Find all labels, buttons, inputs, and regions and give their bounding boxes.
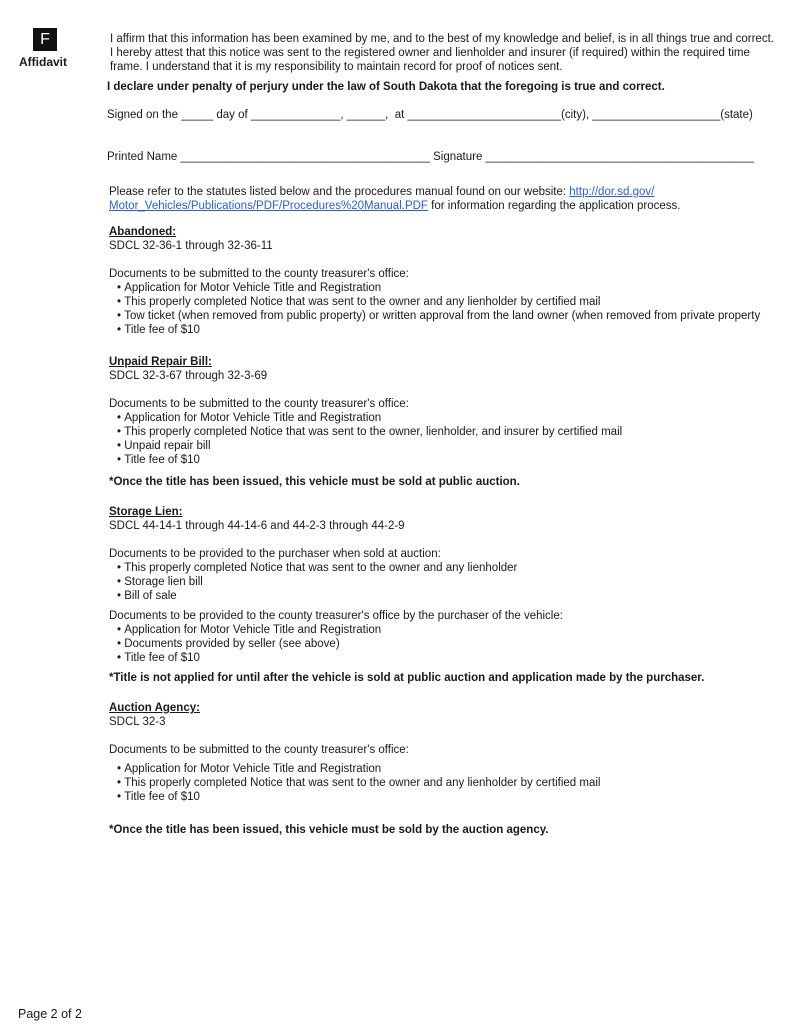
storage-section: [109, 505, 779, 603]
printed-name-signature-field[interactable]: Printed Name _______________________________________ Signature __________________________________________: [107, 151, 755, 163]
section-heading: Storage Lien:: [109, 506, 183, 518]
repair-section: [109, 355, 779, 467]
refer-paragraph: [109, 185, 779, 213]
list-item: • Application for Motor Vehicle Title and Registration: [109, 411, 779, 425]
abandoned-section: [109, 225, 779, 337]
statute-reference: SDCL 32-36-1 through 32-36-11: [109, 240, 273, 252]
website-link[interactable]: http://dor.sd.gov/: [569, 186, 655, 198]
affirm-line-2: I hereby attest that this notice was sent to the registered owner and lienholder and insurer (if required) within the required time: [110, 47, 750, 59]
storage-purchaser-docs: [109, 609, 779, 665]
section-letter-badge: F: [33, 28, 57, 51]
declaration-statement: I declare under penalty of perjury under the law of South Dakota that the foregoing is true and correct.: [107, 81, 665, 93]
signed-on-field[interactable]: Signed on the _____ day of ______________, ______, at ________________________(city), ____________________(state): [107, 109, 753, 121]
list-item: • Bill of sale: [109, 589, 779, 603]
list-item: • Unpaid repair bill: [109, 439, 779, 453]
list-item: • Storage lien bill: [109, 575, 779, 589]
page-number: Page 2 of 2: [18, 1007, 82, 1021]
list-item: • This properly completed Notice that was sent to the owner and any lienholder by certified mail: [109, 776, 779, 790]
list-item: • This properly completed Notice that was sent to the owner and any lienholder by certified mail: [109, 295, 779, 309]
repair-note: *Once the title has been issued, this vehicle must be sold at public auction.: [109, 476, 520, 488]
documents-intro: Documents to be provided to the county treasurer's office by the purchaser of the vehicle:: [109, 610, 563, 622]
list-item: • Title fee of $10: [109, 453, 779, 467]
statute-reference: SDCL 32-3-67 through 32-3-69: [109, 370, 268, 382]
statute-reference: SDCL 32-3: [109, 716, 166, 728]
list-item: • Documents provided by seller (see above): [109, 637, 779, 651]
procedures-manual-link[interactable]: Motor_Vehicles/Publications/PDF/Procedures%20Manual.PDF: [109, 200, 428, 212]
refer-text-2: for information regarding the application process.: [427, 200, 681, 212]
statute-reference: SDCL 44-14-1 through 44-14-6 and 44-2-3 through 44-2-9: [109, 520, 405, 532]
list-item: • Title fee of $10: [109, 790, 779, 804]
auction-note: *Once the title has been issued, this vehicle must be sold by the auction agency.: [109, 824, 549, 836]
section-heading: Auction Agency:: [109, 702, 200, 714]
documents-intro: Documents to be provided to the purchaser when sold at auction:: [109, 548, 441, 560]
list-item: • Application for Motor Vehicle Title and Registration: [109, 762, 779, 776]
refer-text-1: Please refer to the statutes listed below and the procedures manual found on our website:: [109, 186, 570, 198]
documents-intro: Documents to be submitted to the county treasurer's office:: [109, 398, 409, 410]
list-item: • Title fee of $10: [109, 651, 779, 665]
list-item: • This properly completed Notice that was sent to the owner and any lienholder: [109, 561, 779, 575]
section-heading: Unpaid Repair Bill:: [109, 356, 212, 368]
section-label: Affidavit: [19, 55, 67, 69]
list-item: • Title fee of $10: [109, 323, 779, 337]
auction-section: [109, 701, 779, 804]
list-item: • This properly completed Notice that was sent to the owner, lienholder, and insurer by certified mail: [109, 425, 779, 439]
list-item: • Application for Motor Vehicle Title and Registration: [109, 281, 779, 295]
storage-note: *Title is not applied for until after the vehicle is sold at public auction and application made by the purchaser.: [109, 672, 705, 684]
documents-intro: Documents to be submitted to the county treasurer's office:: [109, 744, 409, 756]
affirm-line-3: frame. I understand that it is my responsibility to maintain record for proof of notices sent.: [110, 61, 563, 73]
section-heading: Abandoned:: [109, 226, 177, 238]
list-item: • Application for Motor Vehicle Title and Registration: [109, 623, 779, 637]
list-item: • Tow ticket (when removed from public property) or written approval from the land owner (when removed from private property: [109, 309, 779, 323]
affirm-line-1: I affirm that this information has been examined by me, and to the best of my knowledge and belief, is in all things true and correct.: [110, 33, 774, 45]
documents-intro: Documents to be submitted to the county treasurer's office:: [109, 268, 409, 280]
